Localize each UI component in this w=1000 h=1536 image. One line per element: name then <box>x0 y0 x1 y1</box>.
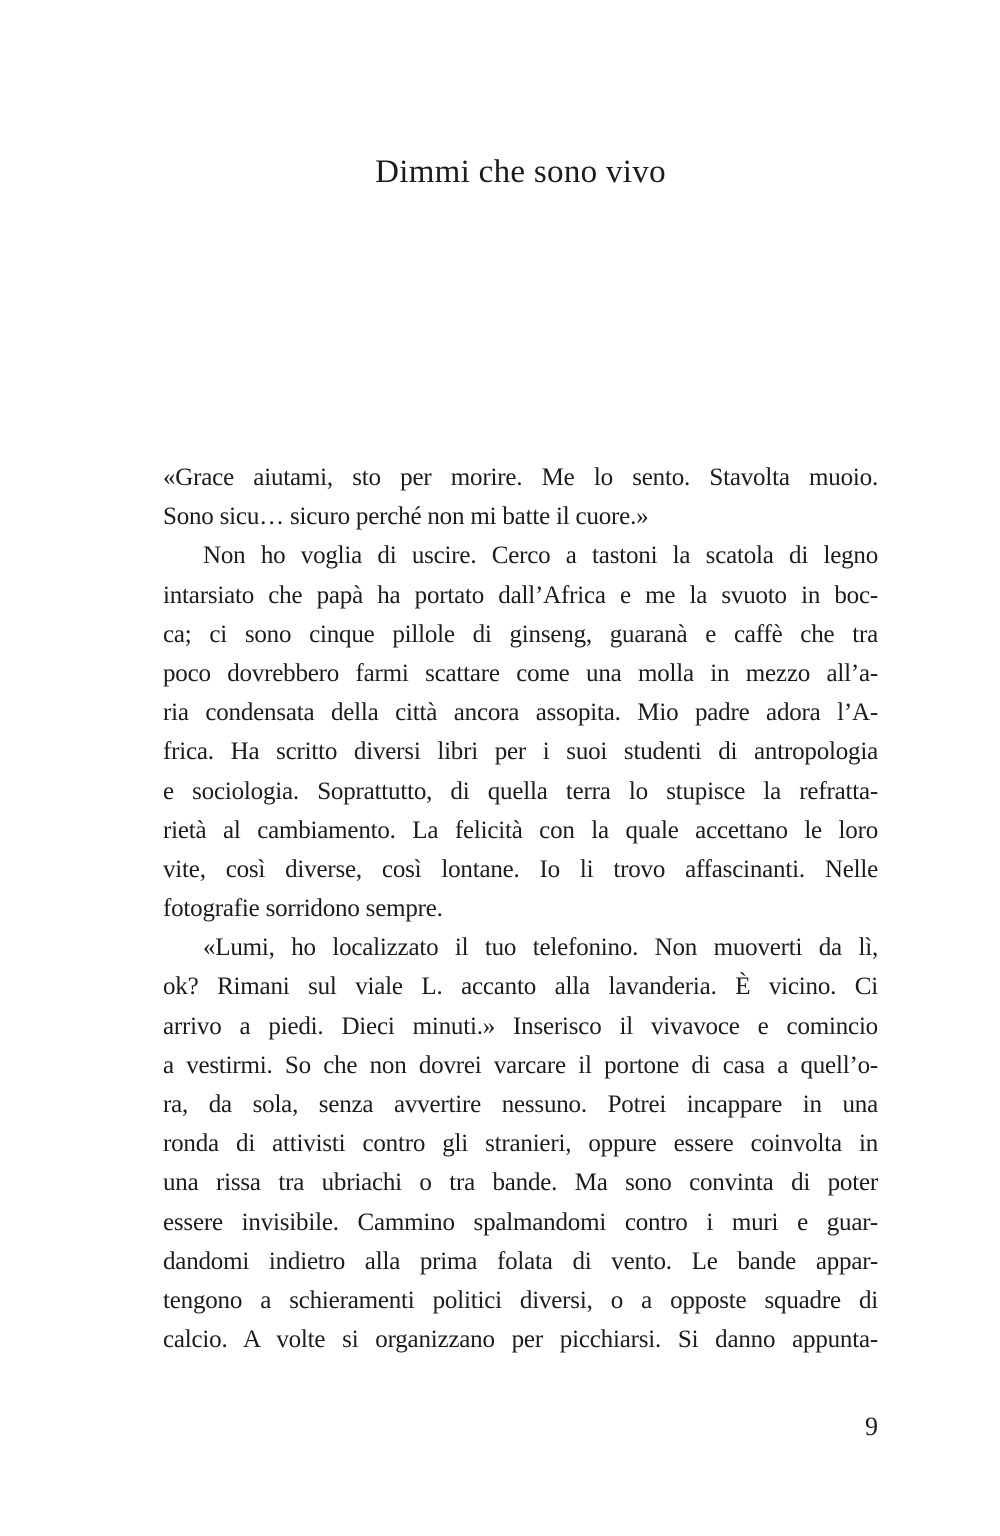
text-line: una rissa tra ubriachi o tra bande. Ma sono convinta di poter <box>163 1169 878 1197</box>
text-line: ca; ci sono cinque pillole di ginseng, guaranà e caffè che tra <box>163 620 878 648</box>
paragraph <box>163 458 878 536</box>
text-line: tengono a schieramenti politici diversi, o a opposte squadre di <box>163 1286 878 1314</box>
text-line: e sociologia. Soprattutto, di quella terra lo stupisce la refratta- <box>163 777 878 805</box>
text-line: vite, così diverse, così lontane. Io li trovo affascinanti. Nelle <box>163 855 878 883</box>
text-line: calcio. A volte si organizzano per picchiarsi. Si danno appunta- <box>163 1326 878 1354</box>
chapter-title: Dimmi che sono vivo <box>375 154 666 190</box>
text-line: Sono sicu… sicuro perché non mi batte il cuore.» <box>163 503 649 531</box>
text-line: arrivo a piedi. Dieci minuti.» Inserisco il vivavoce e comincio <box>163 1012 878 1040</box>
text-line: intarsiato che papà ha portato dall’Africa e me la svuoto in boc- <box>163 581 878 609</box>
text-line: ra, da sola, senza avvertire nessuno. Potrei incappare in una <box>163 1091 878 1118</box>
text-line: ok? Rimani sul viale L. accanto alla lavanderia. È vicino. Ci <box>163 973 878 1001</box>
text-line: ria condensata della città ancora assopita. Mio padre adora l’A- <box>163 699 878 727</box>
text-line: frica. Ha scritto diversi libri per i suoi studenti di antropologia <box>163 738 878 766</box>
text-line: «Grace aiutami, sto per morire. Me lo sento. Stavolta muoio. <box>163 464 878 491</box>
text-line: Non ho voglia di uscire. Cerco a tastoni la scatola di legno <box>203 542 878 570</box>
paragraph <box>163 536 878 928</box>
text-line: «Lumi, ho localizzato il tuo telefonino. Non muoverti da lì, <box>203 934 878 962</box>
paragraph <box>163 928 878 1359</box>
text-line: dandomi indietro alla prima folata di vento. Le bande appar- <box>163 1247 878 1275</box>
text-line: rietà al cambiamento. La felicità con la quale accettano le loro <box>163 816 878 844</box>
text-line: poco dovrebbero farmi scattare come una molla in mezzo all’a- <box>163 659 878 687</box>
text-line: ronda di attivisti contro gli stranieri, oppure essere coinvolta in <box>163 1130 878 1158</box>
text-block <box>163 458 878 1359</box>
text-line: fotografie sorridono sempre. <box>163 895 443 923</box>
page-number: 9 <box>865 1412 878 1441</box>
text-line: essere invisibile. Cammino spalmandomi contro i muri e guar- <box>163 1208 878 1236</box>
text-line: a vestirmi. So che non dovrei varcare il portone di casa a quell’o- <box>163 1051 878 1079</box>
